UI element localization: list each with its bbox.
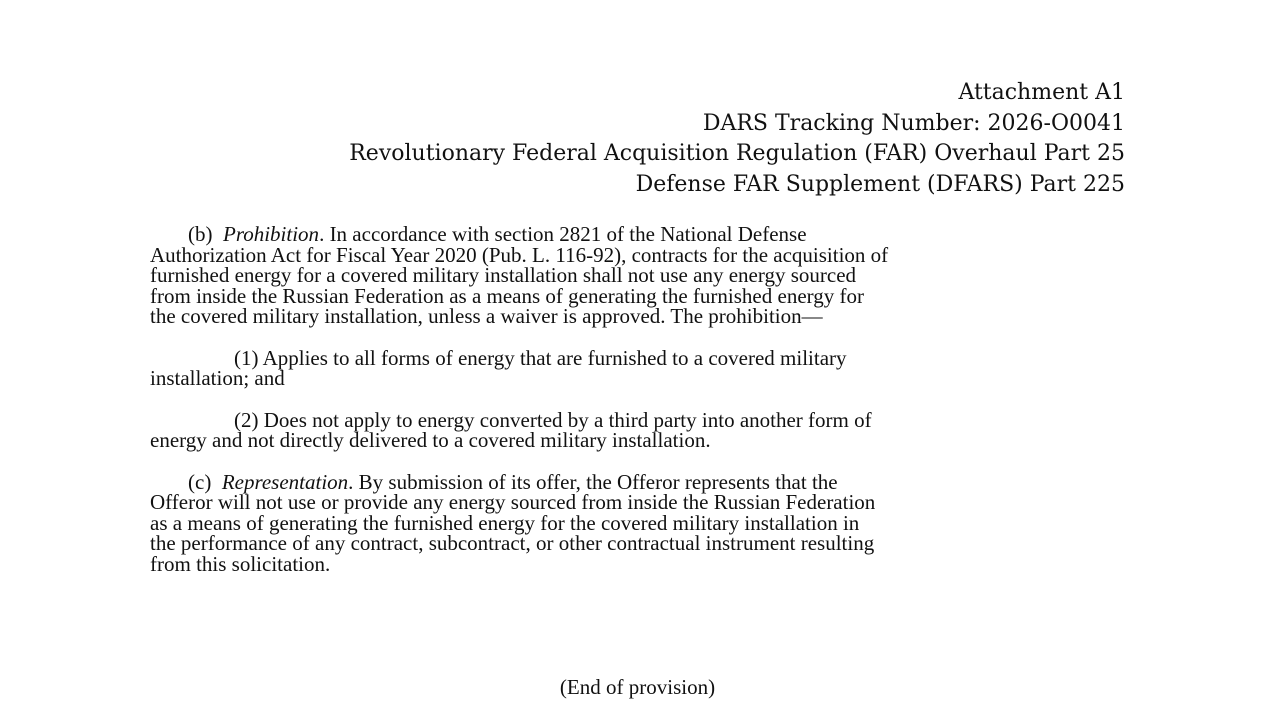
paragraph-2-line-2: energy and not directly delivered to a covered military installation.	[150, 428, 711, 452]
paragraph-c-text: . By submission of its offer, the Offeror represents that the	[348, 469, 838, 494]
paragraph-c-heading: Representation	[221, 469, 349, 494]
paragraph-c-line-2: Offeror will not use or provide any energy sourced from inside the Russian Federation	[150, 490, 876, 514]
tracking-number: DARS Tracking Number: 2026-O0041	[702, 110, 1125, 136]
paragraph-c	[150, 469, 1140, 576]
paragraph-b-line-1	[150, 224, 1140, 245]
paragraph-2-line-1: (2) Does not apply to energy converted by a third party into another form of	[234, 407, 872, 432]
paragraph-2	[150, 407, 1140, 452]
paragraph-c-line-3: as a means of generating the furnished energy for the covered military installation in	[150, 510, 860, 535]
paragraph-b-line-3: furnished energy for a covered military installation shall not use any energy sourced	[150, 263, 857, 287]
document-body	[150, 224, 1140, 574]
end-of-provision: (End of provision)	[559, 675, 716, 699]
attachment-label: Attachment A1	[958, 80, 1125, 105]
paragraph-b-marker: (b)	[188, 222, 213, 246]
paragraph-1-line-1: (1) Applies to all forms of energy that are furnished to a covered military	[234, 345, 847, 370]
paragraph-b-line-5: the covered military installation, unless a waiver is approved. The prohibition—	[150, 304, 823, 328]
paragraph-1	[150, 345, 1140, 390]
paragraph-b-text: . In accordance with section 2821 of the National Defense	[319, 222, 807, 246]
far-part-title: Revolutionary Federal Acquisition Regulation (FAR) Overhaul Part 25	[349, 141, 1125, 166]
paragraph-c-line-1	[150, 469, 1140, 494]
paragraph-b-line-4: from inside the Russian Federation as a means of generating the furnished energy for	[150, 283, 864, 308]
document-header	[349, 78, 1125, 200]
paragraph-1-line-2: installation; and	[150, 366, 285, 390]
paragraph-b	[150, 224, 1140, 327]
paragraph-c-marker: (c)	[188, 469, 212, 494]
paragraph-c-line-4: the performance of any contract, subcontract, or other contractual instrument resulting	[150, 531, 875, 555]
paragraph-b-heading: Prohibition	[223, 222, 320, 246]
paragraph-b-line-2: Authorization Act for Fiscal Year 2020 (Pub. L. 116-92), contracts for the acquisition of	[150, 242, 889, 267]
paragraph-c-line-5: from this solicitation.	[150, 551, 331, 576]
dfars-part-title: Defense FAR Supplement (DFARS) Part 225	[635, 171, 1125, 197]
